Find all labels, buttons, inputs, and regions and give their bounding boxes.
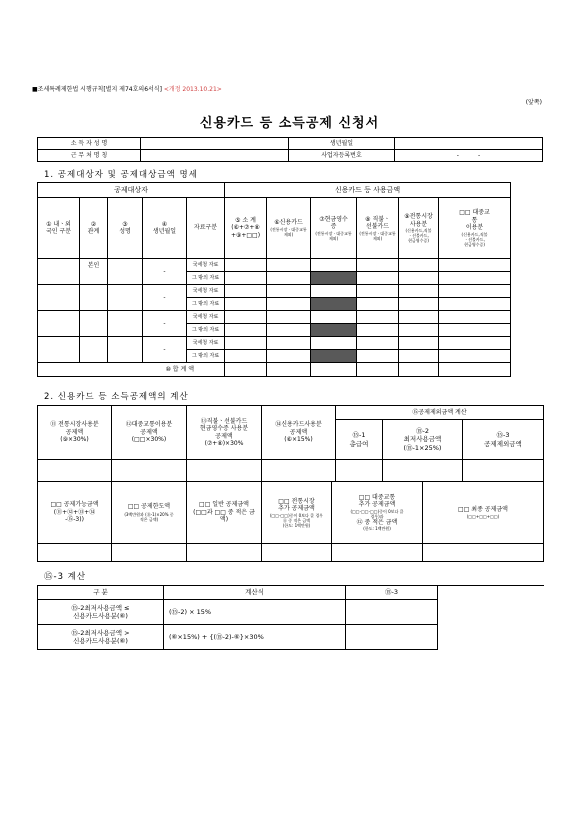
blank-cell (438, 600, 544, 625)
transit-deduction-header: ⑫대중교통이용분 공제액 (□□×30%) (112, 406, 187, 460)
col-cash-receipt-note: (전통시장ㆍ대중교통 제외) (315, 230, 352, 241)
deduction-calc-table (37, 405, 544, 482)
amount-cell[interactable] (311, 363, 357, 377)
credit-deduction-header: ⑭신용카드사용분 공제액 (⑥×15%) (262, 406, 336, 460)
amount-cell[interactable] (357, 363, 399, 377)
amount-cell[interactable] (267, 350, 311, 363)
exclusion-header: ⑮공제제외금액 계산 (336, 406, 544, 420)
col-transit-note: (신용카드,직불 ㆍ선불카드, 현금영수증) (461, 231, 488, 247)
transit-extra-sub: ⑫ 중 적은 금액 (356, 518, 398, 526)
amount-cell[interactable] (225, 272, 267, 285)
source-other: 그 밖의 자료 (187, 350, 225, 363)
amount-cell[interactable] (112, 460, 187, 482)
disabled-cell (311, 324, 357, 337)
name-label: 소 득 자 성 명 (38, 138, 141, 150)
amount-cell[interactable] (311, 337, 357, 350)
amount-cell[interactable] (399, 298, 439, 311)
name-cell[interactable] (108, 285, 143, 311)
workplace-field[interactable] (141, 150, 289, 162)
total-salary-header: ⑮-1 총급여 (336, 420, 383, 460)
amount-cell[interactable] (267, 363, 311, 377)
case2-class: ⑮-2최저사용금액 > 신용카드사용분(⑥) (38, 625, 164, 650)
col-market (399, 198, 439, 259)
amount-cell[interactable] (439, 350, 511, 363)
nationality-cell[interactable] (38, 337, 80, 363)
relation-cell[interactable] (80, 285, 108, 311)
form-reference (32, 84, 222, 93)
page-side-mark: (앞쪽) (525, 99, 542, 106)
amount-cell[interactable] (399, 363, 439, 377)
col-market-note: (신용카드,직불 ㆍ선불카드, 현금영수증) (405, 228, 432, 243)
amount-cell[interactable] (439, 363, 511, 377)
amount-cell[interactable] (267, 259, 311, 272)
amount-cell[interactable] (357, 324, 399, 337)
relation-cell[interactable] (80, 311, 108, 337)
amount-cell[interactable] (357, 285, 399, 298)
nationality-cell[interactable] (38, 311, 80, 337)
amount-cell[interactable] (267, 311, 311, 324)
amount-cell[interactable] (357, 298, 399, 311)
amount-cell[interactable] (357, 311, 399, 324)
case2-result[interactable] (346, 625, 438, 650)
amount-cell[interactable] (332, 544, 423, 562)
bizno-field[interactable]: - - (395, 150, 543, 162)
table-row (38, 259, 511, 272)
debit-deduction-header: ⑬직불ㆍ선불카드 현금영수증 사용분 공제액 (⑦+⑧)×30% (187, 406, 262, 460)
amount-cell[interactable] (383, 460, 463, 482)
case1-class: ⑮-2최저사용금액 ≤ 신용카드사용분(⑥) (38, 600, 164, 625)
col-cash-receipt-label: ⑦현금영수 증 (319, 215, 348, 230)
amount-cell[interactable] (399, 285, 439, 298)
table-row (38, 625, 544, 650)
amount-cell[interactable] (439, 298, 511, 311)
birth-cell[interactable]: - (143, 337, 187, 363)
name-cell[interactable] (108, 337, 143, 363)
transit-extra-cap: (한도: 1백만원) (363, 526, 391, 532)
col-source: 자료구분 (187, 198, 225, 259)
source-other: 그 밖의 자료 (187, 298, 225, 311)
amount-cell[interactable] (225, 259, 267, 272)
nationality-cell[interactable] (38, 259, 80, 285)
amount-cell[interactable] (357, 259, 399, 272)
applicant-info-table (37, 137, 543, 162)
col-debit-card (357, 198, 399, 259)
section3-title: ⑮-3 계산 (44, 572, 87, 582)
total-label: ⑩ 합 계 액 (38, 363, 225, 377)
transit-extra-header (332, 482, 423, 544)
workplace-label: 근 무 처 명 칭 (38, 150, 141, 162)
relation-self[interactable]: 본인 (80, 259, 108, 285)
total-row (38, 363, 511, 377)
exclusion-calc-table (37, 585, 544, 650)
amount-cell[interactable] (262, 460, 336, 482)
table-row (38, 544, 544, 562)
amount-cell[interactable] (311, 285, 357, 298)
market-extra-cap: (한도: 1백만원) (282, 522, 311, 528)
amount-cell[interactable] (38, 460, 112, 482)
table-row (38, 285, 511, 298)
possible-amount-header: □□ 공제가능금액 (⑪+⑫+⑬+⑭ -⑮-3)) (38, 482, 112, 544)
amount-cell[interactable] (187, 460, 262, 482)
amount-cell[interactable] (112, 544, 187, 562)
col-credit-card-note: (전통시장ㆍ대중교통 제외) (270, 226, 307, 237)
amount-cell[interactable] (336, 460, 383, 482)
amount-cell[interactable] (225, 350, 267, 363)
amount-cell[interactable] (357, 350, 399, 363)
name-field[interactable] (141, 138, 289, 150)
birth-cell[interactable]: - (143, 311, 187, 337)
name-cell[interactable] (108, 311, 143, 337)
market-deduction-header: ⑪ 전통시장사용분 공제액 (⑨×30%) (38, 406, 112, 460)
final-deduction-label: □□ 최종 공제금액 (458, 506, 508, 514)
col-credit-card-label: ⑥신용카드 (274, 219, 303, 227)
disabled-cell (311, 272, 357, 285)
birth-label: 생년월일 (289, 138, 395, 150)
amount-cell[interactable] (399, 337, 439, 350)
amount-cell[interactable] (423, 544, 544, 562)
disabled-cell (311, 350, 357, 363)
col-nationality: ① 내ㆍ외 국인 구분 (38, 198, 80, 259)
market-extra-header (262, 482, 332, 544)
page-title: 신용카드 등 소득공제 신청서 (199, 116, 380, 131)
col-market-label: ⑨전통시장 사용분 (404, 213, 433, 228)
limit-header (112, 482, 187, 544)
final-deduction-note: (□□+□□+□□) (466, 513, 500, 519)
blank-cell (438, 625, 544, 650)
amount-cell[interactable] (399, 311, 439, 324)
class-header: 구 분 (38, 586, 164, 600)
result-header: ⑮-3 (346, 586, 438, 600)
min-usage-header: ⑮-2 최저사용금액 (⑮-1×25%) (383, 420, 463, 460)
formula-header: 계산식 (164, 586, 346, 600)
col-cash-receipt (311, 198, 357, 259)
birth-cell[interactable]: - (143, 259, 187, 285)
case2-formula: (⑥×15%) + {(⑮-2)-⑥}×30% (164, 625, 346, 650)
amount-cell[interactable] (311, 311, 357, 324)
form-law-reference: ■조세특례제한법 시행규칙[별지 제74호의6서식] (32, 86, 162, 93)
market-extra-note: (□□-□□)중이 0보다 클 경우 ⑪ 중 적은 금액 (269, 512, 324, 523)
deduction-target-table (37, 182, 511, 377)
col-transit (439, 198, 511, 259)
source-nts: 국세청 자료 (187, 311, 225, 324)
revision-date: <개정 2013.10.21> (163, 86, 222, 93)
col-birth: ④ 생년월일 (143, 198, 187, 259)
amount-cell[interactable] (439, 272, 511, 285)
amount-cell[interactable] (225, 298, 267, 311)
col-debit-card-label: ⑧ 직불ㆍ 선불카드 (365, 215, 390, 230)
relation-cell[interactable] (80, 337, 108, 363)
amount-cell[interactable] (311, 259, 357, 272)
amount-cell[interactable] (225, 337, 267, 350)
amount-cell[interactable] (439, 259, 511, 272)
amount-cell[interactable] (225, 311, 267, 324)
amount-cell[interactable] (463, 460, 544, 482)
amount-cell[interactable] (399, 259, 439, 272)
amount-cell[interactable] (439, 337, 511, 350)
final-deduction-table (37, 481, 544, 562)
birth-cell[interactable]: - (143, 285, 187, 311)
table-row (38, 600, 544, 625)
section2-title: 2. 신용카드 등 소득공제액의 계산 (44, 392, 189, 402)
table-row (38, 311, 511, 324)
usage-header: 신용카드 등 사용금액 (225, 183, 511, 198)
amount-cell[interactable] (267, 285, 311, 298)
table-row (38, 337, 511, 350)
amount-cell[interactable] (225, 324, 267, 337)
transit-extra-note: (□□-□□-□□)중이 0보다 클 경우)과 (350, 508, 404, 519)
amount-cell[interactable] (357, 337, 399, 350)
source-nts: 국세청 자료 (187, 285, 225, 298)
source-other: 그 밖의 자료 (187, 324, 225, 337)
source-nts: 국세청 자료 (187, 337, 225, 350)
amount-cell[interactable] (38, 544, 112, 562)
amount-cell[interactable] (262, 544, 332, 562)
amount-cell[interactable] (267, 272, 311, 285)
section1-title: 1. 공제대상자 및 공제대상금액 명세 (44, 170, 198, 180)
disabled-cell (311, 298, 357, 311)
general-deduction-header: □□ 일반 공제금액 (□□과 □□ 중 적은 금 액) (187, 482, 262, 544)
col-debit-card-note: (전통시장ㆍ대중교통 제외) (359, 230, 396, 241)
bizno-label: 사업자등록번호 (289, 150, 395, 162)
case1-result[interactable] (346, 600, 438, 625)
col-name: ③ 성명 (108, 198, 143, 259)
col-relation: ② 관계 (80, 198, 108, 259)
col-subtotal: ⑤ 소 계 (⑥+⑦+⑧ +⑨+□□) (225, 198, 267, 259)
amount-cell[interactable] (399, 272, 439, 285)
source-other: 그 밖의 자료 (187, 272, 225, 285)
amount-cell[interactable] (225, 285, 267, 298)
amount-cell[interactable] (187, 544, 262, 562)
limit-header-note: (3백만원과 (⑮-1)×20% 중 적은 금액) (124, 512, 174, 523)
col-credit-card (267, 198, 311, 259)
amount-cell[interactable] (225, 363, 267, 377)
amount-cell[interactable] (267, 298, 311, 311)
amount-cell[interactable] (267, 337, 311, 350)
final-deduction-header (423, 482, 544, 544)
name-cell[interactable] (108, 259, 143, 285)
amount-cell[interactable] (399, 350, 439, 363)
market-extra-label: □□ 전통시장 추가 공제금액 (278, 497, 315, 512)
amount-cell[interactable] (399, 324, 439, 337)
amount-cell[interactable] (439, 324, 511, 337)
deductee-header: 공제대상자 (38, 183, 225, 198)
blank-cell (438, 586, 544, 600)
amount-cell[interactable] (439, 311, 511, 324)
table-row (38, 460, 544, 482)
case1-formula: (⑮-2) × 15% (164, 600, 346, 625)
col-transit-label: □□ 대중교 통 이용분 (459, 209, 490, 232)
nationality-cell[interactable] (38, 285, 80, 311)
birth-field[interactable] (395, 138, 543, 150)
limit-header-label: □□ 공제한도액 (127, 502, 171, 510)
amount-cell[interactable] (267, 324, 311, 337)
transit-extra-label: □□ 대중교통 추가 공제금액 (358, 493, 396, 509)
source-nts: 국세청 자료 (187, 259, 225, 272)
amount-cell[interactable] (357, 272, 399, 285)
exclusion-amount-header: ⑮-3 공제제외금액 (463, 420, 544, 460)
amount-cell[interactable] (439, 285, 511, 298)
